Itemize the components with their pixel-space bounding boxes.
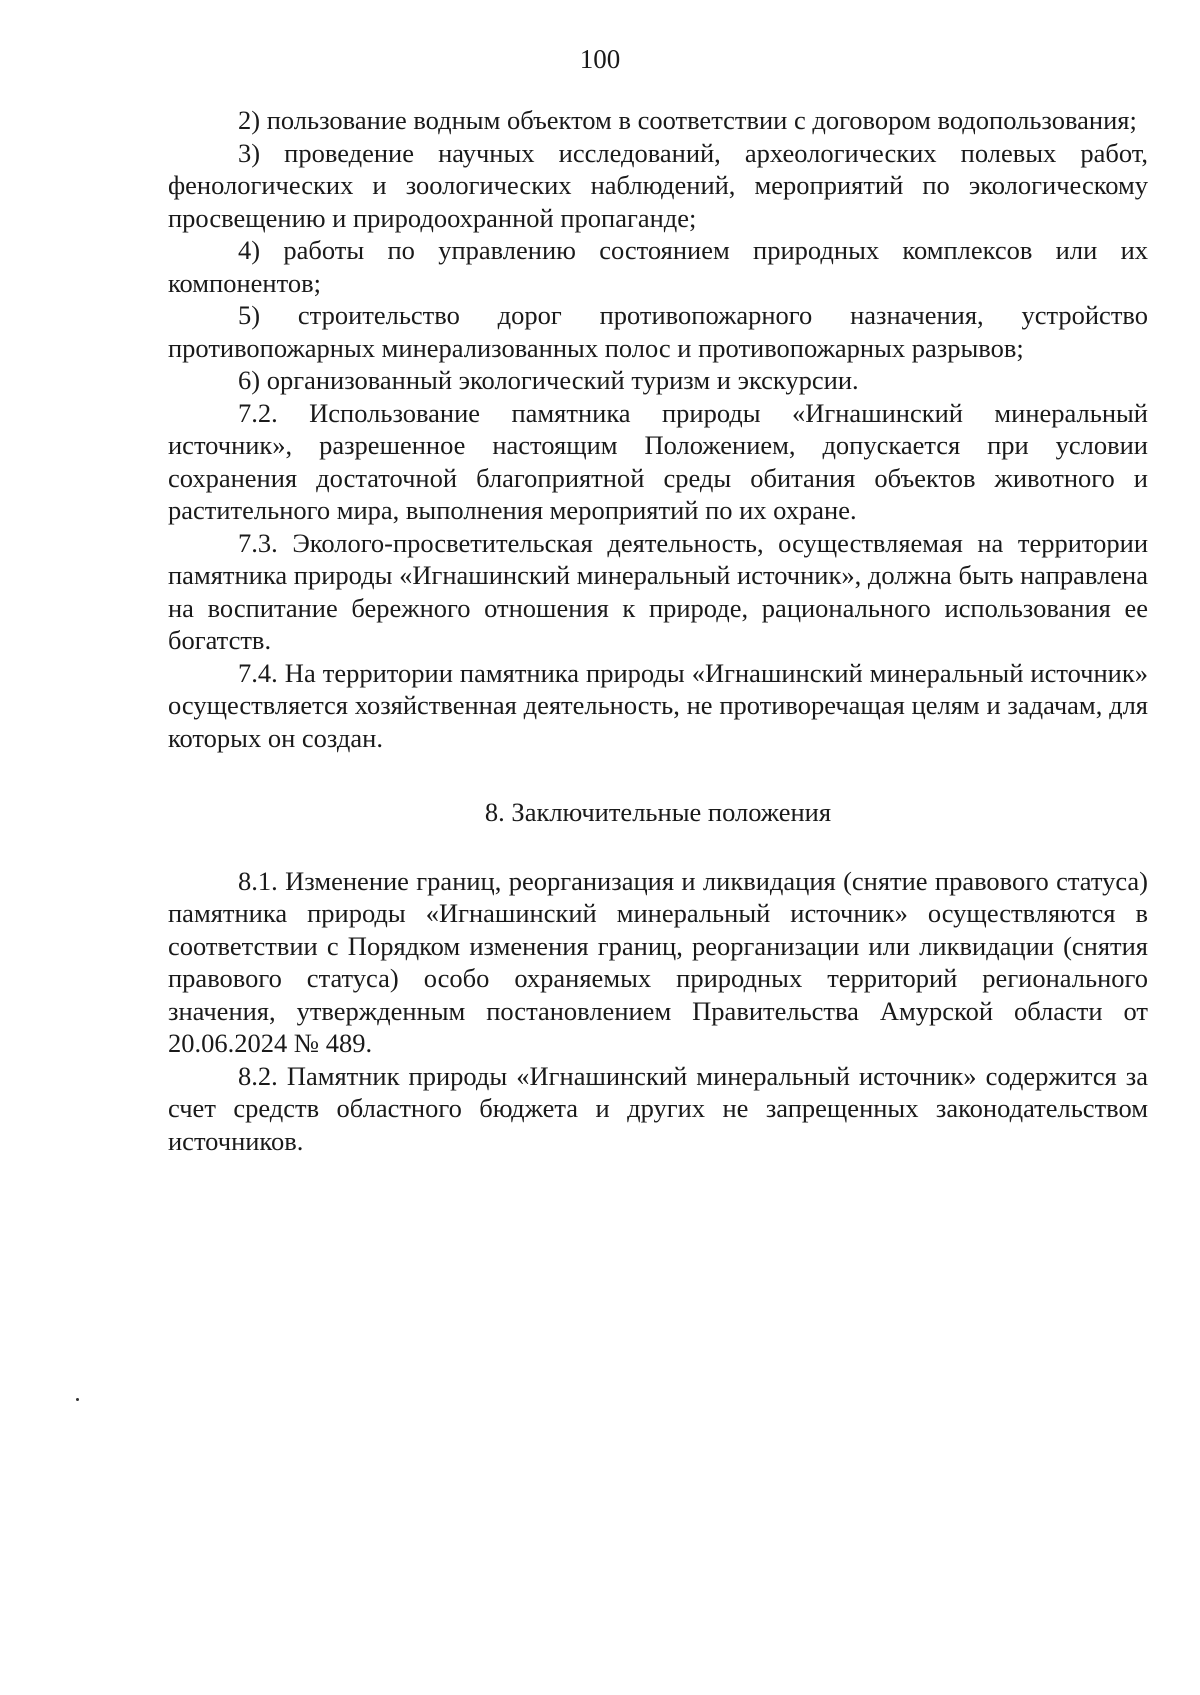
- clause-8-2: 8.2. Памятник природы «Игнашинский минеральный источник» содержится за счет средств областного бюджета и других не запрещенных законодательством источников.: [168, 1060, 1148, 1156]
- clause-7-3: 7.3. Эколого-просветительская деятельность, осуществляемая на территории памятника природы «Игнашинский минеральный источник», должна быть направлена на воспитание бережного отношения к природе, рационального использования ее богатств.: [168, 527, 1148, 655]
- list-item-research: 3) проведение научных исследований, археологических полевых работ, фенологических и зоологических наблюдений, мероприятий по экологическому просвещению и природоохранной пропаганде;: [168, 137, 1148, 233]
- list-item-complex-management: 4) работы по управлению состоянием природных комплексов или их компонентов;: [168, 235, 1148, 298]
- section-heading-final-provisions: 8. Заключительные положения: [484, 797, 832, 827]
- list-item-fire-roads: 5) строительство дорог противопожарного назначения, устройство противопожарных минерализованных полос и противопожарных разрывов;: [168, 300, 1148, 363]
- clause-7-2: 7.2. Использование памятника природы «Игнашинский минеральный источник», разрешенное настоящим Положением, допускается при условии сохранения достаточной благоприятной среды обитания объектов животного и растительного мира, выполнения мероприятий по их охране.: [168, 397, 1148, 525]
- scan-speck: [76, 1398, 79, 1401]
- list-item-water-use: 2) пользование водным объектом в соответствии с договором водопользования;: [238, 105, 1137, 135]
- clause-8-1: 8.1. Изменение границ, реорганизация и ликвидация (снятие правового статуса) памятника природы «Игнашинский минеральный источник» осуществляются в соответствии с Порядком изменения границ, реорганизации или ликвидации (снятия правового статуса) особо охраняемых природных территорий регионального значения, утвержденным постановлением Правительства Амурской области от 20.06.2024 № 489.: [168, 865, 1148, 1058]
- document-body: [168, 104, 1148, 1157]
- list-item-eco-tourism: 6) организованный экологический туризм и экскурсии.: [238, 365, 859, 395]
- clause-7-4: 7.4. На территории памятника природы «Игнашинский минеральный источник» осуществляется хозяйственная деятельность, не противоречащая целям и задачам, для которых он создан.: [168, 657, 1148, 753]
- page-number: 100: [579, 44, 621, 74]
